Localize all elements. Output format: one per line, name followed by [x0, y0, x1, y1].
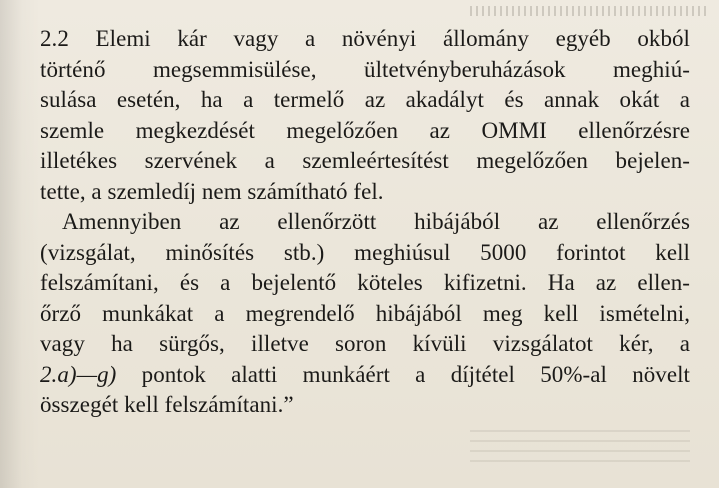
- text-line: összegét kell felszámítani.”: [40, 392, 294, 417]
- text-line: Amennyiben az ellenőrzött hibájából az ellenőrzés: [62, 209, 690, 234]
- text-line-with-reference: [40, 360, 690, 391]
- text-line: 2.2 Elemi kár vagy a növényi állomány egyéb okból: [40, 26, 690, 51]
- text-line-rest: pontok alatti munkáért a díjtétel 50%-al növelt: [116, 361, 690, 387]
- text-line: tette, a szemledíj nem számítható fel.: [40, 178, 384, 204]
- text-line: vagy ha sürgős, illetve soron kívüli vizsgálatot kér, a: [40, 331, 690, 356]
- text-line: felszámítani, és a bejelentő köteles kifizetni. Ha az ellen-: [40, 270, 690, 295]
- text-line: őrző munkákat a megrendelő hibájából meg kell ismételni,: [40, 300, 690, 326]
- text-line: történő megsemmisülése, ültetvényberuházások meghiú-: [40, 56, 690, 82]
- text-line: illetékes szervének a szemleértesítést megelőzően bejelen-: [40, 148, 690, 173]
- paragraph-2-2: [40, 24, 690, 207]
- show-through-top: [470, 6, 710, 16]
- paragraph-amennyiben: [40, 207, 690, 421]
- text-line: sulása esetén, ha a termelő az akadályt és annak okát a: [40, 87, 690, 112]
- text-line: (vizsgálat, minősítés stb.) meghiúsul 5000 forintot kell: [40, 239, 690, 265]
- text-line: szemle megkezdését megelőzően az OMMI ellenőrzésre: [40, 117, 690, 143]
- point-reference: 2.a)—g): [40, 361, 117, 387]
- document-text: [40, 24, 690, 421]
- show-through-bottom: [470, 430, 690, 470]
